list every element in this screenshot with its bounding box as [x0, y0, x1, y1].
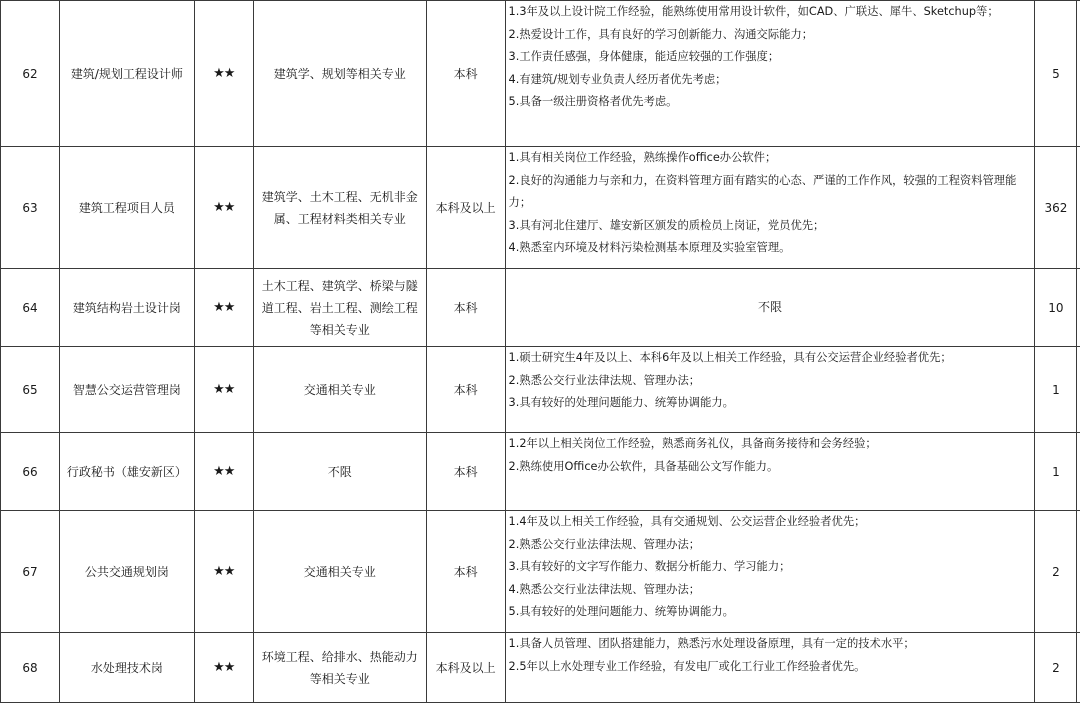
table-body: [1, 1, 1080, 703]
education-requirement: 本科: [426, 1, 505, 147]
row-number: 63: [1, 147, 60, 269]
requirement-line: 2.热爱设计工作，具有良好的学习创新能力、沟通交际能力；: [509, 24, 1032, 47]
major-requirement: 建筑学、规划等相关专业: [253, 1, 426, 147]
requirement-line: 2.良好的沟通能力与亲和力，在资料管理方面有踏实的心态、严谨的工作作风，较强的工程资料管理能力；: [509, 170, 1032, 215]
requirement-line: 5.具有较好的处理问题能力、统筹协调能力。: [509, 601, 1032, 624]
requirement-line: 2.5年以上水处理专业工作经验，有发电厂或化工行业工作经验者优先。: [509, 656, 1032, 679]
job-requirements: [505, 269, 1035, 347]
major-requirement: 交通相关专业: [253, 347, 426, 433]
requirement-line: 1.硕士研究生4年及以上、本科6年及以上相关工作经验，具有公交运营企业经验者优先；: [509, 347, 1032, 370]
row-number: 67: [1, 511, 60, 633]
row-number: 65: [1, 347, 60, 433]
level-stars: ★★: [194, 347, 253, 433]
row-number: 68: [1, 633, 60, 703]
position-name: 公共交通规划岗: [59, 511, 194, 633]
requirement-line: 2.熟悉公交行业法律法规、管理办法；: [509, 370, 1032, 393]
job-requirements: [505, 147, 1035, 269]
education-requirement: 本科: [426, 269, 505, 347]
requirement-line: 1.3年及以上设计院工作经验，能熟练使用常用设计软件，如CAD、广联达、犀牛、Sketchup等；: [509, 1, 1032, 24]
job-requirements: [505, 633, 1035, 703]
level-stars: ★★: [194, 269, 253, 347]
position-name: 建筑结构岩土设计岗: [59, 269, 194, 347]
level-stars: ★★: [194, 433, 253, 511]
table-row: [1, 433, 1080, 511]
headcount: 2: [1035, 511, 1077, 633]
requirement-line: 4.熟悉公交行业法律法规、管理办法；: [509, 579, 1032, 602]
level-stars: ★★: [194, 1, 253, 147]
education-requirement: 本科及以上: [426, 633, 505, 703]
position-name: 水处理技术岗: [59, 633, 194, 703]
table-row: [1, 347, 1080, 433]
requirement-line: 4.有建筑/规划专业负责人经历者优先考虑；: [509, 69, 1032, 92]
table-row: [1, 1, 1080, 147]
major-requirement: 土木工程、建筑学、桥梁与隧道工程、岩土工程、测绘工程等相关专业: [253, 269, 426, 347]
position-name: 建筑工程项目人员: [59, 147, 194, 269]
job-requirements: [505, 511, 1035, 633]
requirement-line: 3.具有河北住建厅、雄安新区颁发的质检员上岗证，党员优先；: [509, 215, 1032, 238]
requirement-line: 1.具备人员管理、团队搭建能力，熟悉污水处理设备原理，具有一定的技术水平；: [509, 633, 1032, 656]
level-stars: ★★: [194, 147, 253, 269]
education-requirement: 本科: [426, 347, 505, 433]
education-requirement: 本科: [426, 433, 505, 511]
requirement-line: 3.具有较好的处理问题能力、统筹协调能力。: [509, 392, 1032, 415]
education-requirement: 本科: [426, 511, 505, 633]
headcount: 5: [1035, 1, 1077, 147]
headcount: 1: [1035, 433, 1077, 511]
position-name: 智慧公交运营管理岗: [59, 347, 194, 433]
position-name: 建筑/规划工程设计师: [59, 1, 194, 147]
position-name: 行政秘书（雄安新区）: [59, 433, 194, 511]
row-number: 64: [1, 269, 60, 347]
major-requirement: 不限: [253, 433, 426, 511]
table-row: [1, 269, 1080, 347]
headcount: 362: [1035, 147, 1077, 269]
row-number: 66: [1, 433, 60, 511]
major-requirement: 交通相关专业: [253, 511, 426, 633]
education-requirement: 本科及以上: [426, 147, 505, 269]
requirement-line: 3.具有较好的文字写作能力、数据分析能力、学习能力；: [509, 556, 1032, 579]
headcount: 1: [1035, 347, 1077, 433]
headcount: 10: [1035, 269, 1077, 347]
requirement-line: 1.4年及以上相关工作经验，具有交通规划、公交运营企业经验者优先；: [509, 511, 1032, 534]
major-requirement: 建筑学、土木工程、无机非金属、工程材料类相关专业: [253, 147, 426, 269]
job-requirements: [505, 1, 1035, 147]
level-stars: ★★: [194, 511, 253, 633]
headcount: 2: [1035, 633, 1077, 703]
job-requirements: [505, 433, 1035, 511]
requirement-line: 3.工作责任感强，身体健康，能适应较强的工作强度；: [509, 46, 1032, 69]
requirement-line: 2.熟悉公交行业法律法规、管理办法；: [509, 534, 1032, 557]
requirement-line: 1.2年以上相关岗位工作经验，熟悉商务礼仪，具备商务接待和会务经验；: [509, 433, 1032, 456]
major-requirement: 环境工程、给排水、热能动力等相关专业: [253, 633, 426, 703]
requirement-line: 1.具有相关岗位工作经验，熟练操作office办公软件；: [509, 147, 1032, 170]
requirement-line: 不限: [509, 296, 1032, 319]
table-row: [1, 147, 1080, 269]
table-row: [1, 511, 1080, 633]
requirement-line: 5.具备一级注册资格者优先考虑。: [509, 91, 1032, 114]
requirement-line: 2.熟练使用Office办公软件，具备基础公文写作能力。: [509, 456, 1032, 479]
job-requirements: [505, 347, 1035, 433]
row-number: 62: [1, 1, 60, 147]
level-stars: ★★: [194, 633, 253, 703]
table-row: [1, 633, 1080, 703]
requirement-line: 4.熟悉室内环境及材料污染检测基本原理及实验室管理。: [509, 237, 1032, 260]
